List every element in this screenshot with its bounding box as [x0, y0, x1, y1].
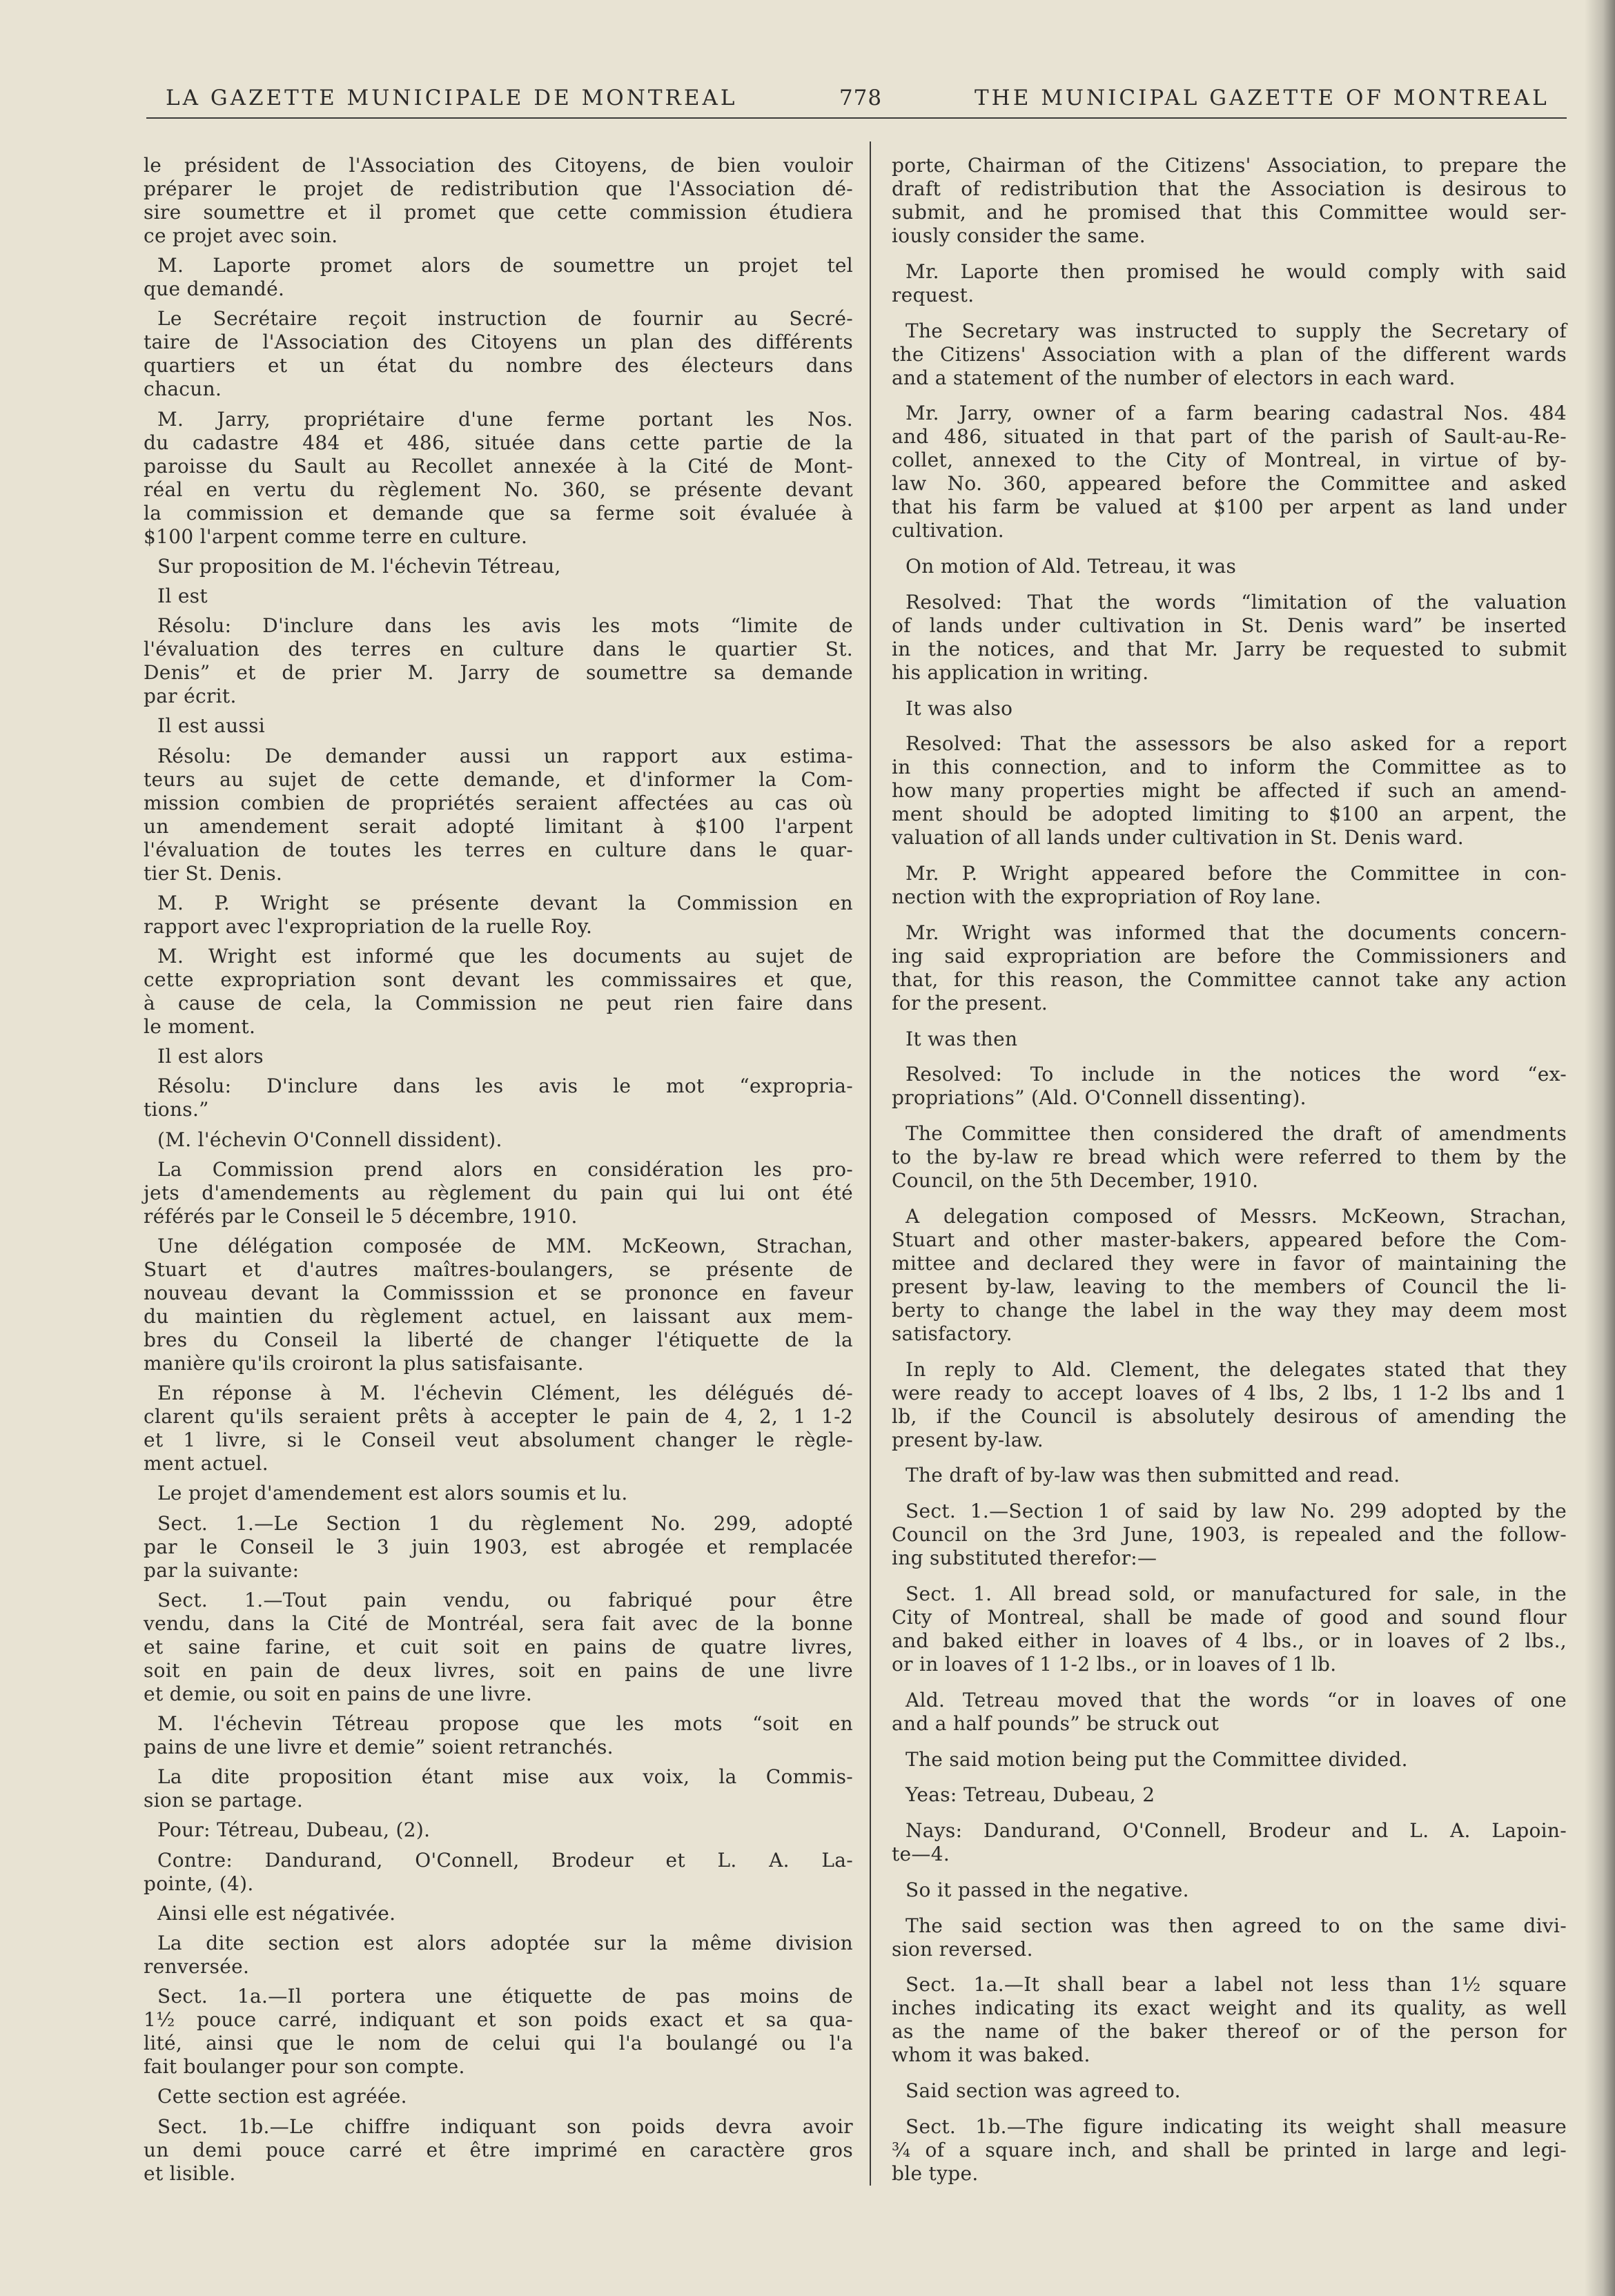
text-line: draft of redistribution that the Association is desirous to	[892, 177, 1567, 200]
text-line: le moment.	[144, 1015, 256, 1039]
paragraph	[892, 1748, 1567, 1772]
paragraph	[144, 1128, 853, 1152]
text-line: and baked either in loaves of 4 lbs., or in loaves of 2 lbs.,	[892, 1629, 1567, 1653]
text-line: La dite section est alors adoptée sur la même division	[157, 1932, 853, 1955]
text-line: Yeas: Tetreau, Dubeau, 2	[906, 1783, 1155, 1807]
text-line: Résolu: De demander aussi un rapport aux estima-	[157, 744, 853, 767]
text-line: ment actuel.	[144, 1452, 268, 1475]
text-line: teurs au sujet de cette demande, et d'informer la Com-	[144, 767, 853, 791]
text-line: M. l'échevin Tétreau propose que les mots “soit en	[157, 1712, 853, 1736]
paragraph	[144, 945, 853, 1039]
paragraph	[892, 1819, 1567, 1866]
text-line: Une délégation composée de MM. McKeown, Strachan,	[157, 1235, 853, 1258]
text-line: inches indicating its exact weight and its quality, as well	[892, 1996, 1567, 2020]
paragraph	[144, 1045, 853, 1068]
text-line: paroisse du Sault au Recollet annexée à la Cité de Mont-	[144, 454, 853, 478]
paragraph	[892, 555, 1567, 578]
paragraph	[144, 1712, 853, 1759]
text-line: Sur proposition de M. l'échevin Tétreau,	[157, 554, 561, 578]
text-line: cultivation.	[892, 519, 1004, 542]
text-line: Il est	[157, 585, 208, 608]
page-edge-shadow	[1585, 0, 1615, 2296]
text-line: his application in writing.	[892, 660, 1149, 684]
paragraph	[144, 1765, 853, 1812]
text-line: It was also	[906, 696, 1013, 720]
text-line: clarent qu'ils seraient prêts à accepter le pain de 4, 2, 1 1-2	[144, 1405, 853, 1429]
text-line: present by-law.	[892, 1428, 1044, 1451]
text-line: In reply to Ald. Clement, the delegates stated that they	[906, 1357, 1567, 1381]
paragraph	[144, 1482, 853, 1505]
text-line: that, for this reason, the Committee cannot take any action	[892, 968, 1567, 991]
text-line: un amendement serait adopté limitant à $100 l'arpent	[144, 814, 853, 838]
text-line: Résolu: D'inclure dans les avis le mot “expropria-	[157, 1075, 853, 1098]
paragraph	[144, 254, 853, 301]
text-line: Sect. 1a.—It shall bear a label not less than 1½ square	[906, 1973, 1567, 1996]
text-line: The Committee then considered the draft of amendments	[906, 1122, 1567, 1146]
text-line: tions.”	[144, 1098, 209, 1121]
text-line: mittee and declared they were in favor of maintaining the	[892, 1251, 1567, 1275]
paragraph	[144, 1818, 853, 1842]
text-line: as the name of the baker thereof or of the person for	[892, 2020, 1567, 2043]
paragraph	[892, 1914, 1567, 1961]
paragraph	[144, 1849, 853, 1896]
english-masthead-title: THE MUNICIPAL GAZETTE OF MONTREAL	[975, 86, 1549, 110]
text-line: ble type.	[892, 2161, 979, 2185]
paragraph	[144, 1158, 853, 1228]
paragraph	[892, 1783, 1567, 1807]
text-line: and a statement of the number of electors in each ward.	[892, 366, 1456, 389]
text-line: chacun.	[144, 377, 222, 401]
text-line: M. Jarry, propriétaire d'une ferme portant les Nos.	[157, 407, 853, 431]
text-line: and a half pounds” be struck out	[892, 1711, 1220, 1735]
text-line: et 1 livre, si le Conseil veut absolument changer le règle-	[144, 1429, 853, 1452]
paragraph	[892, 154, 1567, 248]
paragraph	[144, 892, 853, 939]
text-line: Contre: Dandurand, O'Connell, Brodeur et L. A. La-	[157, 1848, 853, 1872]
text-line: par la suivante:	[144, 1558, 300, 1582]
text-line: Resolved: That the assessors be also asked for a report	[906, 732, 1567, 756]
text-line: ¾ of a square inch, and shall be printed in large and legi-	[892, 2138, 1567, 2161]
paragraph	[892, 1878, 1567, 1902]
text-line: et demie, ou soit en pains de une livre.	[144, 1682, 533, 1705]
text-line: The draft of by-law was then submitted and read.	[906, 1464, 1400, 1487]
text-line: in this connection, and to inform the Committee as to	[892, 756, 1567, 779]
paragraph	[144, 585, 853, 608]
text-line: Le projet d'amendement est alors soumis et lu.	[157, 1482, 628, 1505]
text-line: Cette section est agréée.	[157, 2085, 407, 2108]
text-line: et lisible.	[144, 2161, 236, 2185]
text-line: propriations” (Ald. O'Connell dissenting).	[892, 1086, 1306, 1110]
left-column	[144, 154, 853, 2186]
text-line: of lands under cultivation in St. Denis ward” be inserted	[892, 614, 1567, 637]
text-line: fait boulanger pour son compte.	[144, 2055, 465, 2079]
text-line: (M. l'échevin O'Connell dissident).	[157, 1128, 502, 1151]
paragraph	[892, 2115, 1567, 2186]
text-line: pains de une livre et demie” soient retranchés.	[144, 1736, 614, 1759]
text-line: lb, if the Council is absolutely desirous of amending the	[892, 1404, 1567, 1428]
text-line: et saine farine, et cuit soit en pains de quatre livres,	[144, 1635, 853, 1658]
text-line: or in loaves of 1 1-2 lbs., or in loaves of 1 lb.	[892, 1653, 1337, 1676]
text-line: satisfactory.	[892, 1322, 1012, 1345]
text-line: Sect. 1a.—Il portera une étiquette de pas moins de	[157, 1985, 853, 2008]
text-line: Stuart et d'autres maîtres-boulangers, se présente de	[144, 1258, 853, 1282]
text-line: ment should be adopted limiting to $100 an arpent, the	[892, 803, 1567, 826]
text-line: le président de l'Association des Citoyens, de bien vouloir	[144, 154, 853, 177]
text-line: jets d'amendements au règlement du pain qui lui ont été	[144, 1181, 853, 1204]
text-line: for the present.	[892, 991, 1048, 1014]
paragraph	[144, 408, 853, 549]
paragraph	[892, 2079, 1567, 2103]
text-line: ing said expropriation are before the Commissioners and	[892, 944, 1567, 968]
paragraph	[144, 1382, 853, 1475]
text-line: réal en vertu du règlement No. 360, se présente devant	[144, 478, 853, 501]
text-line: tier St. Denis.	[144, 861, 283, 885]
text-line: Sect. 1.—Le Section 1 du règlement No. 299, adopté	[157, 1511, 853, 1535]
paragraph	[144, 1902, 853, 1925]
text-line: collet, annexed to the City of Montreal, in virtue of by-	[892, 449, 1567, 472]
paragraph	[892, 1063, 1567, 1110]
text-line: Council, on the 5th December, 1910.	[892, 1169, 1259, 1193]
text-line: So it passed in the negative.	[906, 1878, 1189, 1901]
text-line: iously consider the same.	[892, 224, 1146, 247]
text-line: Le Secrétaire reçoit instruction de fournir au Secré-	[157, 307, 853, 331]
text-line: Council on the 3rd June, 1903, is repealed and the follow-	[892, 1523, 1567, 1547]
text-line: Résolu: D'inclure dans les avis les mots “limite de	[157, 614, 853, 638]
paragraph	[144, 614, 853, 708]
text-line: 1½ pouce carré, indiquant et son poids exact et sa qua-	[144, 2008, 853, 2032]
paragraph	[144, 1932, 853, 1979]
text-line: préparer le projet de redistribution que l'Association dé-	[144, 177, 853, 200]
paragraph	[892, 1973, 1567, 2067]
text-line: submit, and he promised that this Committee would ser-	[892, 201, 1567, 224]
text-line: the Citizens' Association with a plan of the different wards	[892, 342, 1567, 366]
text-line: present by-law, leaving to the members of Council the li-	[892, 1275, 1567, 1298]
paragraph	[144, 2115, 853, 2186]
text-line: du maintien du règlement actuel, en laissant aux mem-	[144, 1305, 853, 1328]
text-line: in the notices, and that Mr. Jarry be requested to submit	[892, 637, 1567, 660]
text-line: law No. 360, appeared before the Committee and asked	[892, 472, 1567, 495]
text-line: Il est aussi	[157, 714, 266, 738]
text-line: The Secretary was instructed to supply the Secretary of	[906, 319, 1567, 342]
text-line: Said section was agreed to.	[906, 2079, 1181, 2103]
text-line: Sect. 1. All bread sold, or manufactured for sale, in the	[906, 1582, 1567, 1606]
paragraph	[144, 2085, 853, 2108]
text-line: ce projet avec soin.	[144, 224, 338, 247]
text-line: Resolved: To include in the notices the word “ex-	[906, 1063, 1567, 1086]
text-line: M. Wright est informé que les documents au sujet de	[157, 945, 853, 968]
paragraph	[144, 154, 853, 248]
text-line: bres du Conseil la liberté de changer l'étiquette de la	[144, 1328, 853, 1352]
paragraph	[892, 1582, 1567, 1676]
text-line: It was then	[906, 1027, 1018, 1050]
paragraph	[144, 1512, 853, 1582]
text-line: whom it was baked.	[892, 2043, 1090, 2067]
text-line: The said section was then agreed to on the same divi-	[906, 1914, 1567, 1937]
text-line: Ald. Tetreau moved that the words “or in loaves of one	[906, 1688, 1567, 1711]
text-line: The said motion being put the Committee divided.	[906, 1747, 1408, 1771]
text-line: Mr. Jarry, owner of a farm bearing cadastral Nos. 484	[906, 402, 1567, 425]
text-line: Ainsi elle est négativée.	[157, 1901, 396, 1925]
text-line: référés par le Conseil le 5 décembre, 1910.	[144, 1204, 578, 1228]
text-line: Mr. P. Wright appeared before the Committee in con-	[906, 862, 1567, 885]
text-line: Resolved: That the words “limitation of the valuation	[906, 590, 1567, 614]
paragraph	[144, 745, 853, 885]
text-line: manière qu'ils croiront la plus satisfaisante.	[144, 1352, 584, 1375]
text-line: te—4.	[892, 1843, 950, 1866]
text-line: sion reversed.	[892, 1937, 1033, 1961]
text-line: M. P. Wright se présente devant la Commission en	[157, 891, 853, 914]
text-line: how many properties might be affected if such an amend-	[892, 779, 1567, 803]
paragraph	[144, 1075, 853, 1121]
text-line: On motion of Ald. Tetreau, it was	[906, 555, 1237, 578]
paragraph	[892, 591, 1567, 685]
text-line: Sect. 1.—Section 1 of said by law No. 299 adopted by the	[906, 1500, 1567, 1523]
text-line: Sect. 1b.—The figure indicating its weight shall measure	[906, 2115, 1567, 2138]
paragraph	[144, 555, 853, 578]
paragraph	[892, 1358, 1567, 1452]
text-line: sire soumettre et il promet que cette commission étudiera	[144, 201, 853, 224]
text-line: l'évaluation de toutes les terres en culture dans le quar-	[144, 838, 853, 861]
text-line: mission combien de propriétés seraient affectées au cas où	[144, 791, 853, 814]
page-number: 778	[839, 86, 883, 110]
text-line: La Commission prend alors en considération les pro-	[157, 1157, 853, 1181]
text-line: Denis” et de prier M. Jarry de soumettre sa demande	[144, 661, 853, 685]
column-divider	[870, 141, 871, 2186]
text-line: La dite proposition étant mise aux voix, la Commis-	[157, 1765, 853, 1789]
paragraph	[144, 1235, 853, 1375]
text-line: Nays: Dandurand, O'Connell, Brodeur and L. A. Lapoin-	[906, 1819, 1567, 1843]
text-line: $100 l'arpent comme terre en culture.	[144, 524, 528, 548]
text-line: porte, Chairman of the Citizens' Association, to prepare the	[892, 154, 1567, 177]
text-line: A delegation composed of Messrs. McKeown, Strachan,	[906, 1204, 1567, 1228]
paragraph	[892, 862, 1567, 909]
text-line: à cause de cela, la Commission ne peut rien faire dans	[144, 992, 853, 1015]
text-line: un demi pouce carré et être imprimé en caractère gros	[144, 2138, 853, 2161]
text-line: pointe, (4).	[144, 1872, 254, 1895]
text-line: sion se partage.	[144, 1789, 304, 1812]
text-line: were ready to accept loaves of 4 lbs, 2 lbs, 1 1-2 lbs and 1	[892, 1381, 1567, 1404]
text-line: quartiers et un état du nombre des électeurs dans	[144, 354, 853, 377]
paragraph	[892, 1122, 1567, 1193]
paragraph	[144, 307, 853, 401]
text-line: soit en pain de deux livres, soit en pains de une livre	[144, 1658, 853, 1682]
paragraph	[892, 1689, 1567, 1736]
paragraph	[892, 402, 1567, 542]
paragraph	[144, 1985, 853, 2079]
text-line: nouveau devant la Commisssion et se prononce en faveur	[144, 1282, 853, 1305]
right-column	[892, 154, 1567, 2186]
paragraph	[892, 320, 1567, 390]
text-line: that his farm be valued at $100 per arpent as land under	[892, 495, 1567, 519]
french-masthead-title: LA GAZETTE MUNICIPALE DE MONTREAL	[166, 86, 738, 110]
text-line: Pour: Tétreau, Dubeau, (2).	[157, 1818, 431, 1842]
header-rule	[146, 117, 1567, 119]
text-line: berty to change the label in the way they may deem most	[892, 1298, 1567, 1322]
paragraph	[892, 260, 1567, 307]
paragraph	[892, 1028, 1567, 1051]
text-line: to the by-law re bread which were referred to them by the	[892, 1146, 1567, 1169]
paragraph	[892, 921, 1567, 1015]
text-line: En réponse à M. l'échevin Clément, les délégués dé-	[157, 1382, 853, 1405]
paragraph	[892, 1464, 1567, 1487]
text-line: M. Laporte promet alors de soumettre un projet tel	[157, 254, 853, 277]
text-line: la commission et demande que sa ferme soit évaluée à	[144, 501, 853, 524]
text-line: valuation of all lands under cultivation in St. Denis ward.	[892, 826, 1464, 850]
text-line: taire de l'Association des Citoyens un plan des différents	[144, 331, 853, 354]
text-line: par écrit.	[144, 685, 237, 708]
text-line: Sect. 1b.—Le chiffre indiquant son poids devra avoir	[157, 2115, 853, 2138]
text-line: request.	[892, 283, 975, 306]
text-line: nection with the expropriation of Roy lane.	[892, 885, 1322, 909]
text-line: renversée.	[144, 1955, 250, 1979]
text-line: vendu, dans la Cité de Montréal, sera fait avec de la bonne	[144, 1611, 853, 1635]
text-line: Sect. 1.—Tout pain vendu, ou fabriqué pour être	[157, 1588, 853, 1611]
text-line: Mr. Laporte then promised he would comply with said	[906, 259, 1567, 283]
paragraph	[892, 732, 1567, 850]
text-line: du cadastre 484 et 486, située dans cette partie de la	[144, 431, 853, 454]
paragraph	[892, 697, 1567, 720]
text-line: rapport avec l'expropriation de la ruelle Roy.	[144, 914, 593, 938]
text-line: and 486, situated in that part of the parish of Sault-au-Re-	[892, 425, 1567, 449]
paragraph	[144, 1589, 853, 1706]
text-line: Mr. Wright was informed that the documents concern-	[906, 921, 1567, 944]
text-line: que demandé.	[144, 277, 285, 301]
paragraph	[892, 1500, 1567, 1570]
text-line: l'évaluation des terres en culture dans le quartier St.	[144, 638, 853, 661]
text-line: ing substituted therefor:—	[892, 1547, 1157, 1570]
text-line: lité, ainsi que le nom de celui qui l'a boulangé ou l'a	[144, 2032, 853, 2055]
paragraph	[892, 1205, 1567, 1346]
text-line: cette expropriation sont devant les commissaires et que,	[144, 968, 853, 992]
text-line: City of Montreal, shall be made of good and sound flour	[892, 1606, 1567, 1629]
paragraph	[144, 714, 853, 738]
text-line: Stuart and other master-bakers, appeared before the Com-	[892, 1228, 1567, 1251]
text-line: par le Conseil le 3 juin 1903, est abrogée et remplacée	[144, 1535, 853, 1558]
text-line: Il est alors	[157, 1045, 264, 1068]
